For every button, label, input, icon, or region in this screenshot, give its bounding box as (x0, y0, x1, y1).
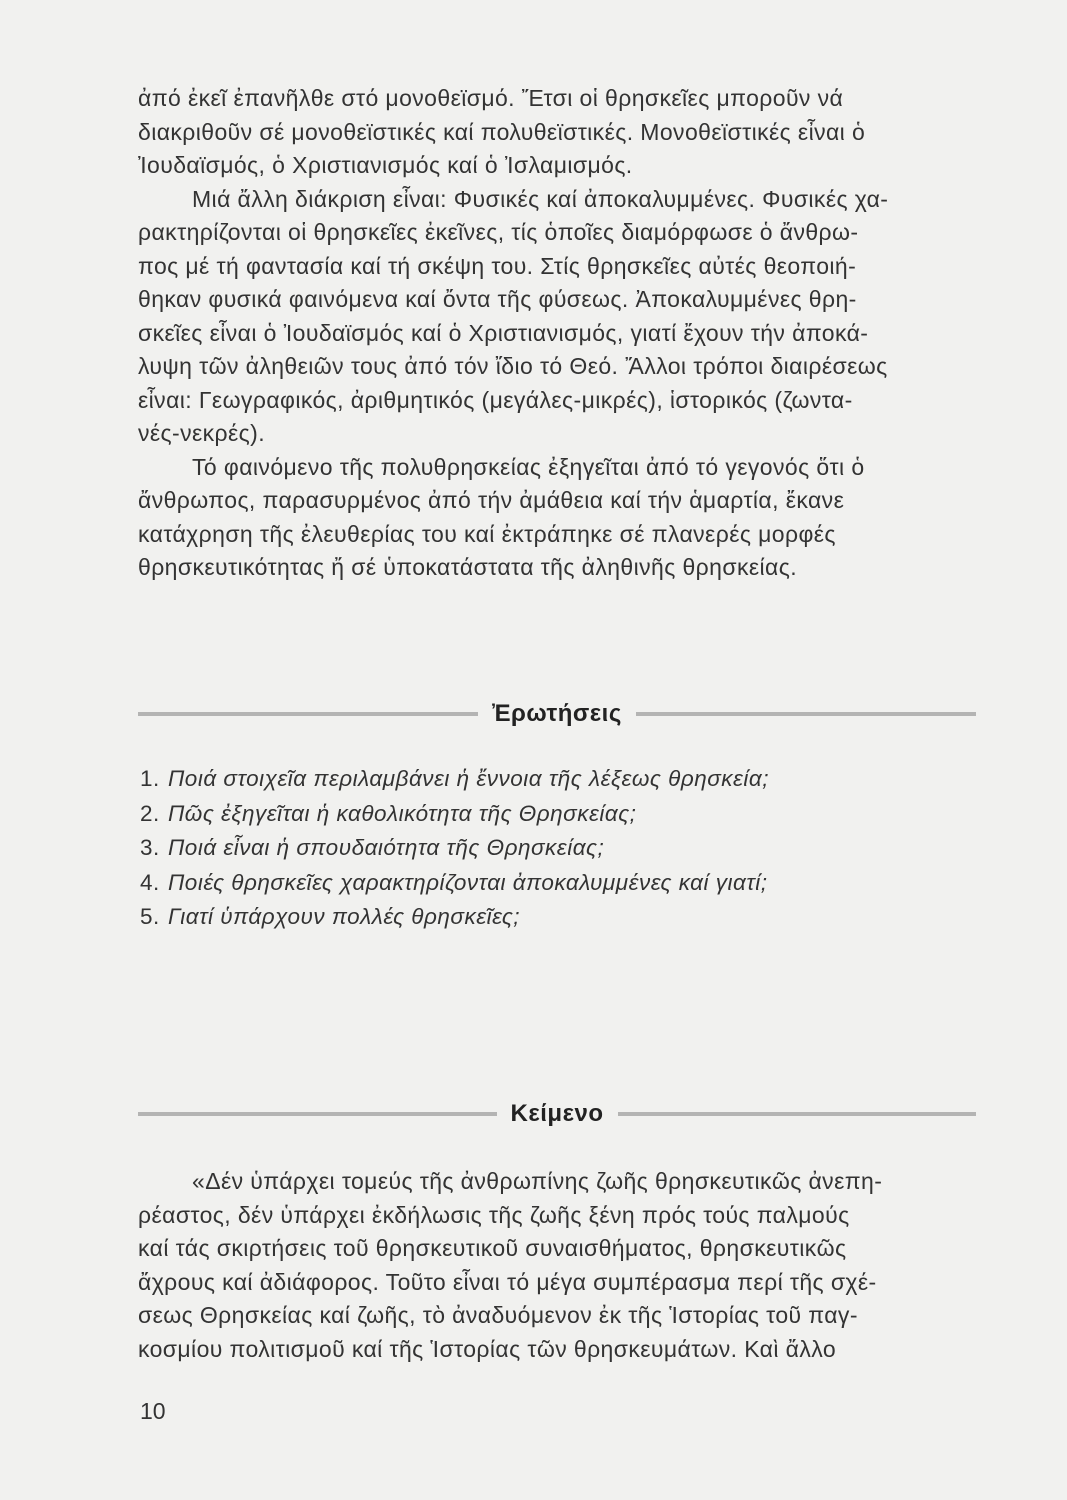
quote-line: καί τάς σκιρτήσεις τοῦ θρησκευτικοῦ συναισθήματος, θρησκευτικῶς (138, 1235, 847, 1261)
question-number: 1. (140, 766, 160, 791)
text-line: σκεῖες εἶναι ὁ Ἰουδαϊσμός καί ὁ Χριστιανισμός, γιατί ἔχουν τήν ἀποκά- (138, 319, 869, 346)
question-number: 4. (140, 869, 160, 895)
question-item (140, 900, 970, 935)
question-text: Ποιά εἶναι ἡ σπουδαιότητα τῆς Θρησκείας; (168, 835, 605, 860)
text-line: κατάχρηση τῆς ἐλευθερίας του καί ἐκτράπηκε σέ πλανερές μορφές (138, 520, 836, 547)
question-text: Πῶς ἐξηγεῖται ἡ καθολικότητα τῆς Θρησκείας; (168, 800, 637, 826)
text-line: εἶναι: Γεωγραφικός, ἀριθμητικός (μεγάλες-μικρές), ἱστορικός (ζωντα- (138, 386, 853, 413)
text-heading-row (138, 1094, 976, 1134)
page-number: 10 (140, 1398, 166, 1424)
text-line: ἀπό ἐκεῖ ἐπανῆλθε στό μονοθεϊσμό. Ἔτσι οἱ θρησκεῖες μποροῦν νά (138, 85, 844, 111)
text-line: πος μέ τή φαντασία καί τή σκέψη του. Στίς θρησκεῖες αὐτές θεοποιή- (138, 252, 857, 279)
heading-rule-right (618, 1112, 977, 1116)
text-line: θρησκευτικότητας ἤ σέ ὑποκατάστατα τῆς ἀληθινῆς θρησκείας. (138, 554, 797, 580)
question-item (140, 797, 970, 832)
text-line: λυψη τῶν ἀληθειῶν τους ἀπό τόν ἴδιο τό Θεό. Ἄλλοι τρόποι διαιρέσεως (138, 353, 888, 379)
question-text: Ποιά στοιχεῖα περιλαμβάνει ἡ ἔννοια τῆς λέξεως θρησκεία; (168, 766, 769, 791)
quote-line: «Δέν ὑπάρχει τομεύς τῆς ἀνθρωπίνης ζωῆς θρησκευτικῶς ἀνεπη- (192, 1168, 883, 1194)
question-item (140, 866, 970, 901)
text-heading: Κείμενο (510, 1100, 604, 1127)
question-number: 3. (140, 835, 160, 860)
text-line: νές-νεκρές). (138, 420, 266, 446)
question-number: 2. (140, 800, 160, 826)
text-line: διακριθοῦν σέ μονοθεϊστικές καί πολυθεϊστικές. Μονοθεϊστικές εἶναι ὁ (138, 118, 866, 145)
text-line: Ἰουδαϊσμός, ὁ Χριστιανισμός καί ὁ Ἰσλαμισμός. (138, 152, 633, 178)
text-line: Τό φαινόμενο τῆς πολυθρησκείας ἐξηγεῖται ἀπό τό γεγονός ὅτι ὁ (192, 453, 865, 480)
quote-line: ἄχρους καί ἀδιάφορος. Τοῦτο εἶναι τό μέγα συμπέρασμα περί τῆς σχέ- (138, 1268, 877, 1295)
question-text: Γιατί ὑπάρχουν πολλές θρησκεῖες; (168, 904, 521, 929)
text-line: θηκαν φυσικά φαινόμενα καί ὄντα τῆς φύσεως. Ἀποκαλυμμένες θρη- (138, 286, 857, 312)
main-text (138, 82, 976, 585)
quote-text (138, 1165, 976, 1366)
questions-heading: Ἐρωτήσεις (492, 700, 622, 727)
quote-line: κοσμίου πολιτισμοῦ καί τῆς Ἱστορίας τῶν θρησκευμάτων. Καὶ ἄλλο (138, 1335, 837, 1362)
question-item (140, 762, 970, 797)
questions-list (140, 762, 970, 935)
heading-rule-right (636, 712, 976, 716)
question-item (140, 831, 970, 866)
question-number: 5. (140, 904, 160, 929)
quote-line: ρέαστος, δέν ὑπάρχει ἐκδήλωσις τῆς ζωῆς ξένη πρός τούς παλμούς (138, 1201, 850, 1228)
text-line: ρακτηρίζονται οἱ θρησκεῖες ἐκεῖνες, τίς ὁποῖες διαμόρφωσε ὁ ἄνθρω- (138, 219, 859, 245)
text-line: ἄνθρωπος, παρασυρμένος ἀπό τήν ἀμάθεια καί τήν ἁμαρτία, ἔκανε (138, 487, 845, 513)
text-line: Μιά ἄλλη διάκριση εἶναι: Φυσικές καί ἀποκαλυμμένες. Φυσικές χα- (192, 185, 889, 212)
heading-rule-left (138, 712, 478, 716)
quote-line: σεως Θρησκείας καί ζωῆς, τὸ ἀναδυόμενον ἐκ τῆς Ἱστορίας τοῦ παγ- (138, 1302, 858, 1328)
question-text: Ποιές θρησκεῖες χαρακτηρίζονται ἀποκαλυμμένες καί γιατί; (168, 869, 768, 895)
questions-heading-row (138, 694, 976, 734)
heading-rule-left (138, 1112, 497, 1116)
